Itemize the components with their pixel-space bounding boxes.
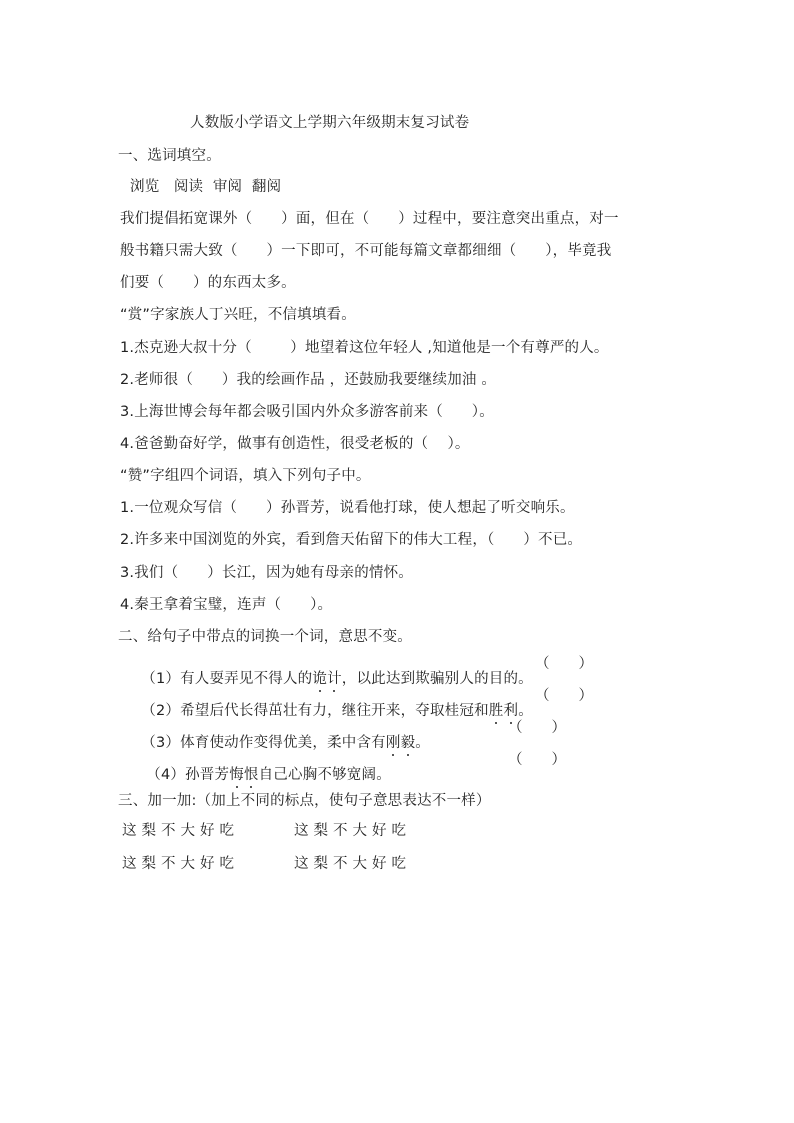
replace-item-text: 自己心胸不够宽阔。 [258, 766, 391, 783]
pear-sentence-1b: 这 梨 不 大 好 吃 [294, 823, 407, 839]
pear-sentence-2a: 这 梨 不 大 好 吃 [122, 856, 235, 872]
replace-item-text: 。 [415, 734, 430, 751]
answer-blank-2: （ ） [535, 688, 594, 704]
shang-item-4: 4.爸爸勤奋好学，做事有创造性，很受老板的（ ）。 [120, 436, 470, 452]
zan-item-1: 1.一位观众写信（ ）孙晋芳，说看他打球，使人想起了听交响乐。 [120, 500, 575, 516]
dotted-word: 刚毅 [386, 736, 415, 751]
section1-heading: 一、选词填空。 [118, 148, 221, 164]
emphasis-dot [392, 754, 394, 756]
pear-sentence-1a: 这 梨 不 大 好 吃 [122, 823, 235, 839]
shang-item-3: 3.上海世博会每年都会吸引国内外众多游客前来（ ）。 [120, 404, 494, 420]
answer-blank-1: （ ） [535, 656, 594, 672]
replace-item-4 [127, 753, 391, 797]
shang-item-1: 1.杰克逊大叔十分（ ）地望着这位年轻人 ,知道他是一个有尊严的人。 [120, 340, 609, 356]
zan-item-3: 3.我们（ ）长江，因为她有母亲的情怀。 [120, 565, 413, 581]
replace-item-text: （1）有人耍弄见不得人的 [141, 670, 313, 687]
paragraph-line-2: 般书籍只需大致（ ）一下即可，不可能每篇文章都细细（ ），毕竟我 [120, 243, 612, 259]
answer-blank-4: （ ） [508, 752, 567, 768]
replace-item-text: ，以此达到欺骗别人的目的。 [341, 670, 533, 687]
replace-item-text: （3）体育使动作变得优美，柔中含有 [141, 734, 386, 751]
shang-intro: “赏”字家族人丁兴旺，不信填填看。 [120, 307, 356, 323]
replace-item-text: （2）希望后代长得茁壮有力，继往开来，夺取桂冠和 [141, 702, 489, 719]
section3-heading: 三、加一加:（加上不同的标点，使句子意思表达不一样） [118, 793, 491, 809]
shang-item-2: 2.老师很（ ）我的绘画作品 ，还鼓励我要继续加油 。 [120, 372, 497, 388]
replace-item-text: （4）孙晋芳 [146, 766, 230, 783]
zan-item-4: 4.秦王拿着宝璧，连声（ ）。 [120, 597, 333, 613]
zan-item-2: 2.许多来中国浏览的外宾，看到詹天佑留下的伟大工程，（ ）不已。 [120, 532, 583, 548]
pear-sentence-2b: 这 梨 不 大 好 吃 [294, 856, 407, 872]
zan-intro: “赞”字组四个词语，填入下列句子中。 [120, 468, 371, 484]
replace-item-text: 。 [518, 702, 533, 719]
word-options: 浏览 阅读 审阅 翻阅 [130, 179, 282, 195]
dotted-word: 胜利 [489, 704, 518, 719]
emphasis-dot [407, 754, 409, 756]
page-title: 人数版小学语文上学期六年级期末复习试卷 [190, 115, 470, 131]
emphasis-dot [495, 722, 497, 724]
emphasis-dot [250, 786, 252, 788]
emphasis-dot [236, 786, 238, 788]
paragraph-line-3: 们要（ ）的东西太多。 [120, 275, 296, 291]
section2-heading: 二、给句子中带点的词换一个词，意思不变。 [118, 629, 412, 645]
dotted-word: 悔恨 [229, 768, 258, 783]
dotted-word: 诡计 [312, 672, 341, 687]
paragraph-line-1: 我们提倡拓宽课外（ ）面，但在（ ）过程中，要注意突出重点，对一 [120, 211, 619, 227]
answer-blank-3: （ ） [508, 720, 567, 736]
